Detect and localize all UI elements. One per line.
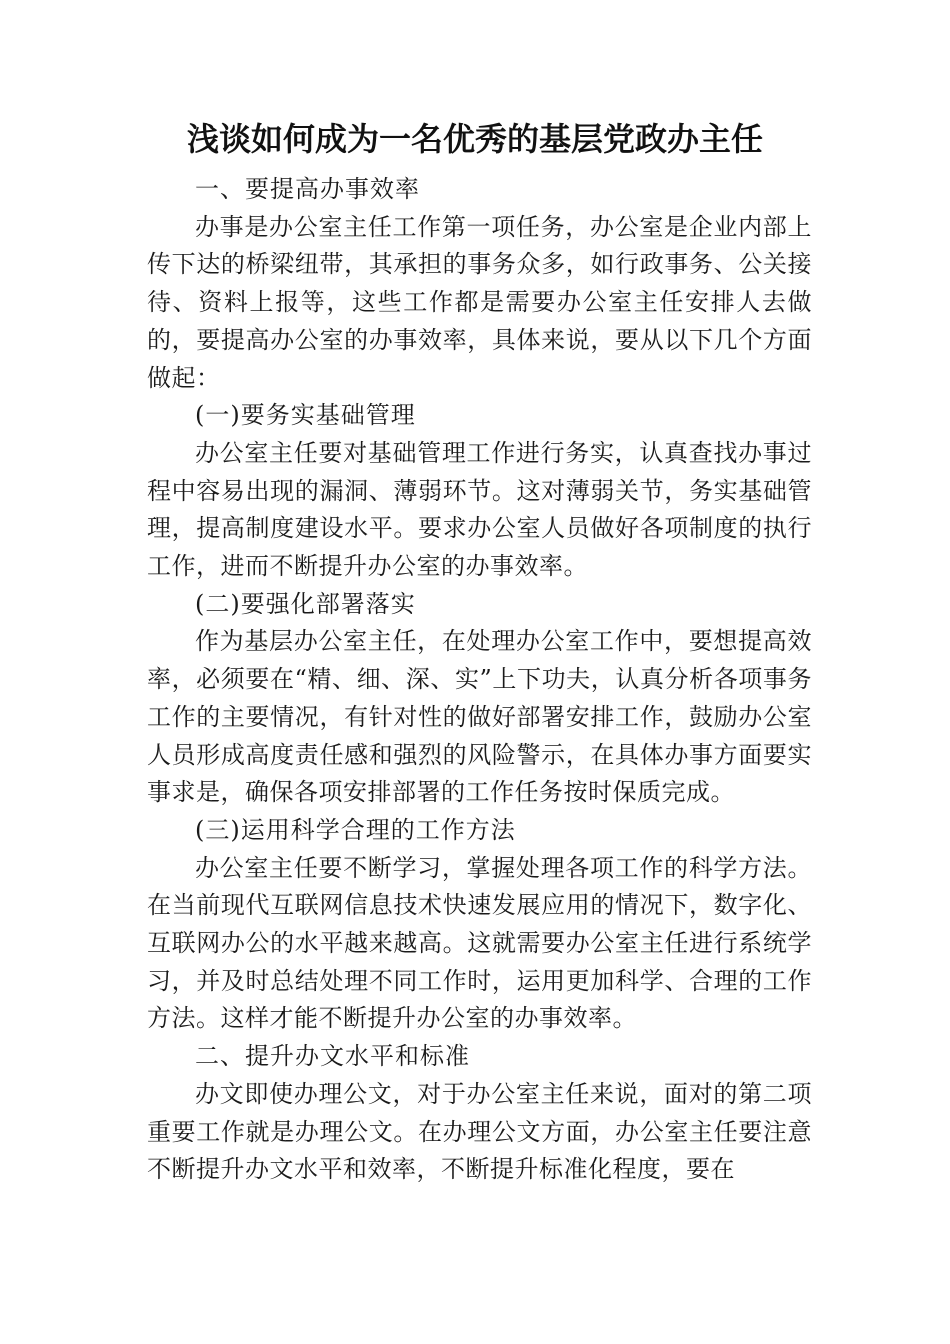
section-heading: 一、要提高办事效率 xyxy=(195,175,420,203)
subsection-heading: (三)运用科学合理的工作方法 xyxy=(195,815,516,844)
paragraph: 作为基层办公室主任，在处理办公室工作中，要想提高效率，必须要在“精、细、深、实”上下功夫，认真分析各项事务工作的主要情况，有针对性的做好部署安排工作，鼓励办公室人员形成高度责任感和强烈的风险警示，在具体办事方面要实事求是，确保各项安排部署的工作任务按时保质完成。 xyxy=(147,627,812,807)
section-heading: 二、提升办文水平和标准 xyxy=(195,1042,470,1071)
subsection-heading: (一)要务实基础管理 xyxy=(195,401,416,430)
paragraph: 办事是办公室主任工作第一项任务，办公室是企业内部上传下达的桥梁纽带，其承担的事务众多，如行政事务、公关接待、资料上报等，这些工作都是需要办公室主任安排人去做的，要提高办公室的办事效率，具体来说，要从以下几个方面做起： xyxy=(147,212,812,392)
subsection-heading: (二)要强化部署落实 xyxy=(195,589,416,618)
paragraph: 办公室主任要不断学习，掌握处理各项工作的科学方法。在当前现代互联网信息技术快速发展应用的情况下，数字化、互联网办公的水平越来越高。这就需要办公室主任进行系统学习，并及时总结处理不同工作时，运用更加科学、合理的工作方法。这样才能不断提升办公室的办事效率。 xyxy=(147,853,812,1033)
document-body xyxy=(147,171,812,1189)
document-title: 浅谈如何成为一名优秀的基层党政办主任 xyxy=(186,120,763,158)
paragraph: 办文即使办理公文，对于办公室主任来说，面对的第二项重要工作就是办理公文。在办理公文方面，办公室主任要注意不断提升办文水平和效率，不断提升标准化程度，要在 xyxy=(147,1079,812,1184)
paragraph: 办公室主任要对基础管理工作进行务实，认真查找办事过程中容易出现的漏洞、薄弱环节。这对薄弱关节，务实基础管理，提高制度建设水平。要求办公室人员做好各项制度的执行工作，进而不断提升办公室的办事效率。 xyxy=(147,438,812,581)
